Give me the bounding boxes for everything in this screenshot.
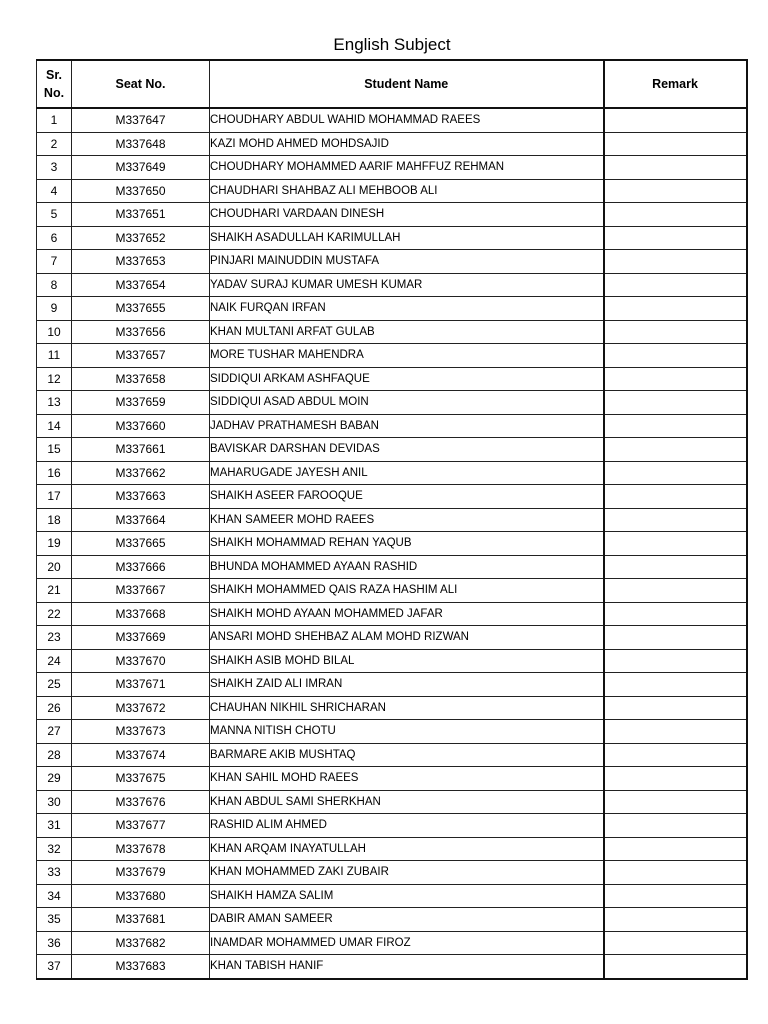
- remark-cell: [604, 508, 747, 532]
- remark-cell: [604, 250, 747, 274]
- sr-no-cell: 5: [37, 203, 72, 227]
- seat-no-cell: M337682: [72, 931, 210, 955]
- remark-cell: [604, 861, 747, 885]
- student-name-cell: KHAN MOHAMMED ZAKI ZUBAIR: [210, 861, 604, 885]
- seat-no-cell: M337669: [72, 626, 210, 650]
- sr-no-cell: 36: [37, 931, 72, 955]
- seat-no-cell: M337679: [72, 861, 210, 885]
- remark-cell: [604, 696, 747, 720]
- table-row: [37, 344, 747, 368]
- student-name-cell: KHAN ARQAM INAYATULLAH: [210, 837, 604, 861]
- table-row: [37, 602, 747, 626]
- student-name-cell: CHAUHAN NIKHIL SHRICHARAN: [210, 696, 604, 720]
- sr-no-cell: 19: [37, 532, 72, 556]
- student-name-cell: SHAIKH ASIB MOHD BILAL: [210, 649, 604, 673]
- table-row: [37, 156, 747, 180]
- header-sr-no: [37, 60, 72, 108]
- sr-no-cell: 16: [37, 461, 72, 485]
- seat-no-cell: M337672: [72, 696, 210, 720]
- seat-no-cell: M337658: [72, 367, 210, 391]
- page-title: English Subject: [333, 35, 451, 54]
- remark-cell: [604, 485, 747, 509]
- sr-no-cell: 24: [37, 649, 72, 673]
- table-row: [37, 132, 747, 156]
- table-row: [37, 814, 747, 838]
- table-row: [37, 414, 747, 438]
- remark-cell: [604, 391, 747, 415]
- remark-cell: [604, 908, 747, 932]
- seat-no-cell: M337656: [72, 320, 210, 344]
- student-name-cell: KAZI MOHD AHMED MOHDSAJID: [210, 132, 604, 156]
- seat-no-cell: M337664: [72, 508, 210, 532]
- remark-cell: [604, 532, 747, 556]
- seat-no-cell: M337650: [72, 179, 210, 203]
- student-name-cell: SHAIKH MOHAMMAD REHAN YAQUB: [210, 532, 604, 556]
- student-name-cell: NAIK FURQAN IRFAN: [210, 297, 604, 321]
- seat-no-cell: M337671: [72, 673, 210, 697]
- student-name-cell: KHAN SAMEER MOHD RAEES: [210, 508, 604, 532]
- table-row: [37, 226, 747, 250]
- seat-no-cell: M337667: [72, 579, 210, 603]
- table-row: [37, 273, 747, 297]
- table-row: [37, 837, 747, 861]
- student-name-cell: SHAIKH MOHAMMED QAIS RAZA HASHIM ALI: [210, 579, 604, 603]
- sr-no-cell: 22: [37, 602, 72, 626]
- sr-no-cell: 15: [37, 438, 72, 462]
- student-name-cell: SHAIKH ASEER FAROOQUE: [210, 485, 604, 509]
- remark-cell: [604, 626, 747, 650]
- student-name-cell: PINJARI MAINUDDIN MUSTAFA: [210, 250, 604, 274]
- seat-no-cell: M337674: [72, 743, 210, 767]
- sr-no-cell: 17: [37, 485, 72, 509]
- table-row: [37, 367, 747, 391]
- seat-no-cell: M337665: [72, 532, 210, 556]
- table-row: [37, 508, 747, 532]
- sr-no-cell: 29: [37, 767, 72, 791]
- table-row: [37, 532, 747, 556]
- table-row: [37, 790, 747, 814]
- table-row: [37, 696, 747, 720]
- remark-cell: [604, 438, 747, 462]
- remark-cell: [604, 226, 747, 250]
- sr-no-cell: 10: [37, 320, 72, 344]
- remark-cell: [604, 555, 747, 579]
- table-body: [37, 108, 747, 979]
- student-name-cell: CHOUDHARI VARDAAN DINESH: [210, 203, 604, 227]
- remark-cell: [604, 320, 747, 344]
- seat-no-cell: M337661: [72, 438, 210, 462]
- seat-no-cell: M337681: [72, 908, 210, 932]
- student-name-cell: RASHID ALIM AHMED: [210, 814, 604, 838]
- seat-no-cell: M337666: [72, 555, 210, 579]
- sr-no-cell: 33: [37, 861, 72, 885]
- sr-no-cell: 9: [37, 297, 72, 321]
- table-row: [37, 485, 747, 509]
- table-row: [37, 179, 747, 203]
- table-row: [37, 649, 747, 673]
- seat-no-cell: M337662: [72, 461, 210, 485]
- remark-cell: [604, 884, 747, 908]
- table-row: [37, 579, 747, 603]
- student-name-cell: CHOUDHARY ABDUL WAHID MOHAMMAD RAEES: [210, 108, 604, 132]
- student-name-cell: SIDDIQUI ARKAM ASHFAQUE: [210, 367, 604, 391]
- student-name-cell: SHAIKH MOHD AYAAN MOHAMMED JAFAR: [210, 602, 604, 626]
- sr-no-cell: 27: [37, 720, 72, 744]
- seat-no-cell: M337675: [72, 767, 210, 791]
- remark-cell: [604, 179, 747, 203]
- seat-no-cell: M337655: [72, 297, 210, 321]
- seat-no-cell: M337678: [72, 837, 210, 861]
- student-name-cell: ANSARI MOHD SHEHBAZ ALAM MOHD RIZWAN: [210, 626, 604, 650]
- student-name-cell: JADHAV PRATHAMESH BABAN: [210, 414, 604, 438]
- student-name-cell: KHAN TABISH HANIF: [210, 955, 604, 979]
- remark-cell: [604, 414, 747, 438]
- sr-no-cell: 34: [37, 884, 72, 908]
- remark-cell: [604, 344, 747, 368]
- seat-no-cell: M337677: [72, 814, 210, 838]
- table-row: [37, 743, 747, 767]
- remark-cell: [604, 203, 747, 227]
- remark-cell: [604, 297, 747, 321]
- table-row: [37, 320, 747, 344]
- remark-cell: [604, 649, 747, 673]
- remark-cell: [604, 767, 747, 791]
- remark-cell: [604, 720, 747, 744]
- table-row: [37, 673, 747, 697]
- seat-no-cell: M337673: [72, 720, 210, 744]
- remark-cell: [604, 955, 747, 979]
- sr-no-cell: 37: [37, 955, 72, 979]
- table-row: [37, 461, 747, 485]
- seat-no-cell: M337683: [72, 955, 210, 979]
- remark-cell: [604, 461, 747, 485]
- table-row: [37, 203, 747, 227]
- sr-no-cell: 2: [37, 132, 72, 156]
- student-name-cell: YADAV SURAJ KUMAR UMESH KUMAR: [210, 273, 604, 297]
- student-name-cell: KHAN SAHIL MOHD RAEES: [210, 767, 604, 791]
- remark-cell: [604, 579, 747, 603]
- remark-cell: [604, 156, 747, 180]
- remark-cell: [604, 837, 747, 861]
- sr-no-cell: 31: [37, 814, 72, 838]
- table-row: [37, 391, 747, 415]
- sr-no-cell: 32: [37, 837, 72, 861]
- sr-no-cell: 7: [37, 250, 72, 274]
- remark-cell: [604, 931, 747, 955]
- student-name-cell: DABIR AMAN SAMEER: [210, 908, 604, 932]
- sr-no-cell: 8: [37, 273, 72, 297]
- student-name-cell: KHAN ABDUL SAMI SHERKHAN: [210, 790, 604, 814]
- seat-no-cell: M337659: [72, 391, 210, 415]
- table-row: [37, 626, 747, 650]
- header-seat-no: Seat No.: [72, 60, 210, 108]
- remark-cell: [604, 108, 747, 132]
- student-name-cell: SHAIKH ASADULLAH KARIMULLAH: [210, 226, 604, 250]
- sr-no-cell: 6: [37, 226, 72, 250]
- header-remark: Remark: [604, 60, 747, 108]
- table-row: [37, 297, 747, 321]
- sr-no-cell: 28: [37, 743, 72, 767]
- student-name-cell: CHAUDHARI SHAHBAZ ALI MEHBOOB ALI: [210, 179, 604, 203]
- student-name-cell: BHUNDA MOHAMMED AYAAN RASHID: [210, 555, 604, 579]
- remark-cell: [604, 814, 747, 838]
- remark-cell: [604, 273, 747, 297]
- table-row: [37, 438, 747, 462]
- sr-no-cell: 11: [37, 344, 72, 368]
- student-name-cell: SHAIKH HAMZA SALIM: [210, 884, 604, 908]
- sr-no-cell: 12: [37, 367, 72, 391]
- seat-no-cell: M337663: [72, 485, 210, 509]
- student-table: [36, 59, 748, 980]
- remark-cell: [604, 602, 747, 626]
- sr-no-cell: 23: [37, 626, 72, 650]
- sr-no-cell: 3: [37, 156, 72, 180]
- header-sr-line2: No.: [43, 86, 65, 100]
- student-name-cell: MANNA NITISH CHOTU: [210, 720, 604, 744]
- sr-no-cell: 35: [37, 908, 72, 932]
- student-name-cell: CHOUDHARY MOHAMMED AARIF MAHFFUZ REHMAN: [210, 156, 604, 180]
- student-name-cell: KHAN MULTANI ARFAT GULAB: [210, 320, 604, 344]
- sr-no-cell: 21: [37, 579, 72, 603]
- seat-no-cell: M337652: [72, 226, 210, 250]
- remark-cell: [604, 132, 747, 156]
- sr-no-cell: 1: [37, 108, 72, 132]
- table-row: [37, 955, 747, 979]
- student-name-cell: SIDDIQUI ASAD ABDUL MOIN: [210, 391, 604, 415]
- sr-no-cell: 4: [37, 179, 72, 203]
- sr-no-cell: 30: [37, 790, 72, 814]
- remark-cell: [604, 673, 747, 697]
- sr-no-cell: 13: [37, 391, 72, 415]
- table-row: [37, 250, 747, 274]
- table-row: [37, 108, 747, 132]
- sr-no-cell: 25: [37, 673, 72, 697]
- seat-no-cell: M337670: [72, 649, 210, 673]
- remark-cell: [604, 790, 747, 814]
- seat-no-cell: M337680: [72, 884, 210, 908]
- header-sr-line1: Sr.: [46, 68, 62, 82]
- seat-no-cell: M337647: [72, 108, 210, 132]
- header-student-name: Student Name: [210, 60, 604, 108]
- student-name-cell: MAHARUGADE JAYESH ANIL: [210, 461, 604, 485]
- student-name-cell: MORE TUSHAR MAHENDRA: [210, 344, 604, 368]
- student-name-cell: INAMDAR MOHAMMED UMAR FIROZ: [210, 931, 604, 955]
- seat-no-cell: M337660: [72, 414, 210, 438]
- table-row: [37, 720, 747, 744]
- seat-no-cell: M337648: [72, 132, 210, 156]
- table-row: [37, 931, 747, 955]
- remark-cell: [604, 743, 747, 767]
- sr-no-cell: 14: [37, 414, 72, 438]
- student-name-cell: BARMARE AKIB MUSHTAQ: [210, 743, 604, 767]
- table-row: [37, 861, 747, 885]
- table-row: [37, 555, 747, 579]
- table-header-row: [37, 60, 747, 108]
- student-name-cell: SHAIKH ZAID ALI IMRAN: [210, 673, 604, 697]
- seat-no-cell: M337668: [72, 602, 210, 626]
- table-row: [37, 767, 747, 791]
- table-row: [37, 884, 747, 908]
- seat-no-cell: M337649: [72, 156, 210, 180]
- seat-no-cell: M337654: [72, 273, 210, 297]
- seat-no-cell: M337676: [72, 790, 210, 814]
- sr-no-cell: 26: [37, 696, 72, 720]
- seat-no-cell: M337653: [72, 250, 210, 274]
- seat-no-cell: M337657: [72, 344, 210, 368]
- sr-no-cell: 20: [37, 555, 72, 579]
- table-row: [37, 908, 747, 932]
- sr-no-cell: 18: [37, 508, 72, 532]
- seat-no-cell: M337651: [72, 203, 210, 227]
- student-name-cell: BAVISKAR DARSHAN DEVIDAS: [210, 438, 604, 462]
- remark-cell: [604, 367, 747, 391]
